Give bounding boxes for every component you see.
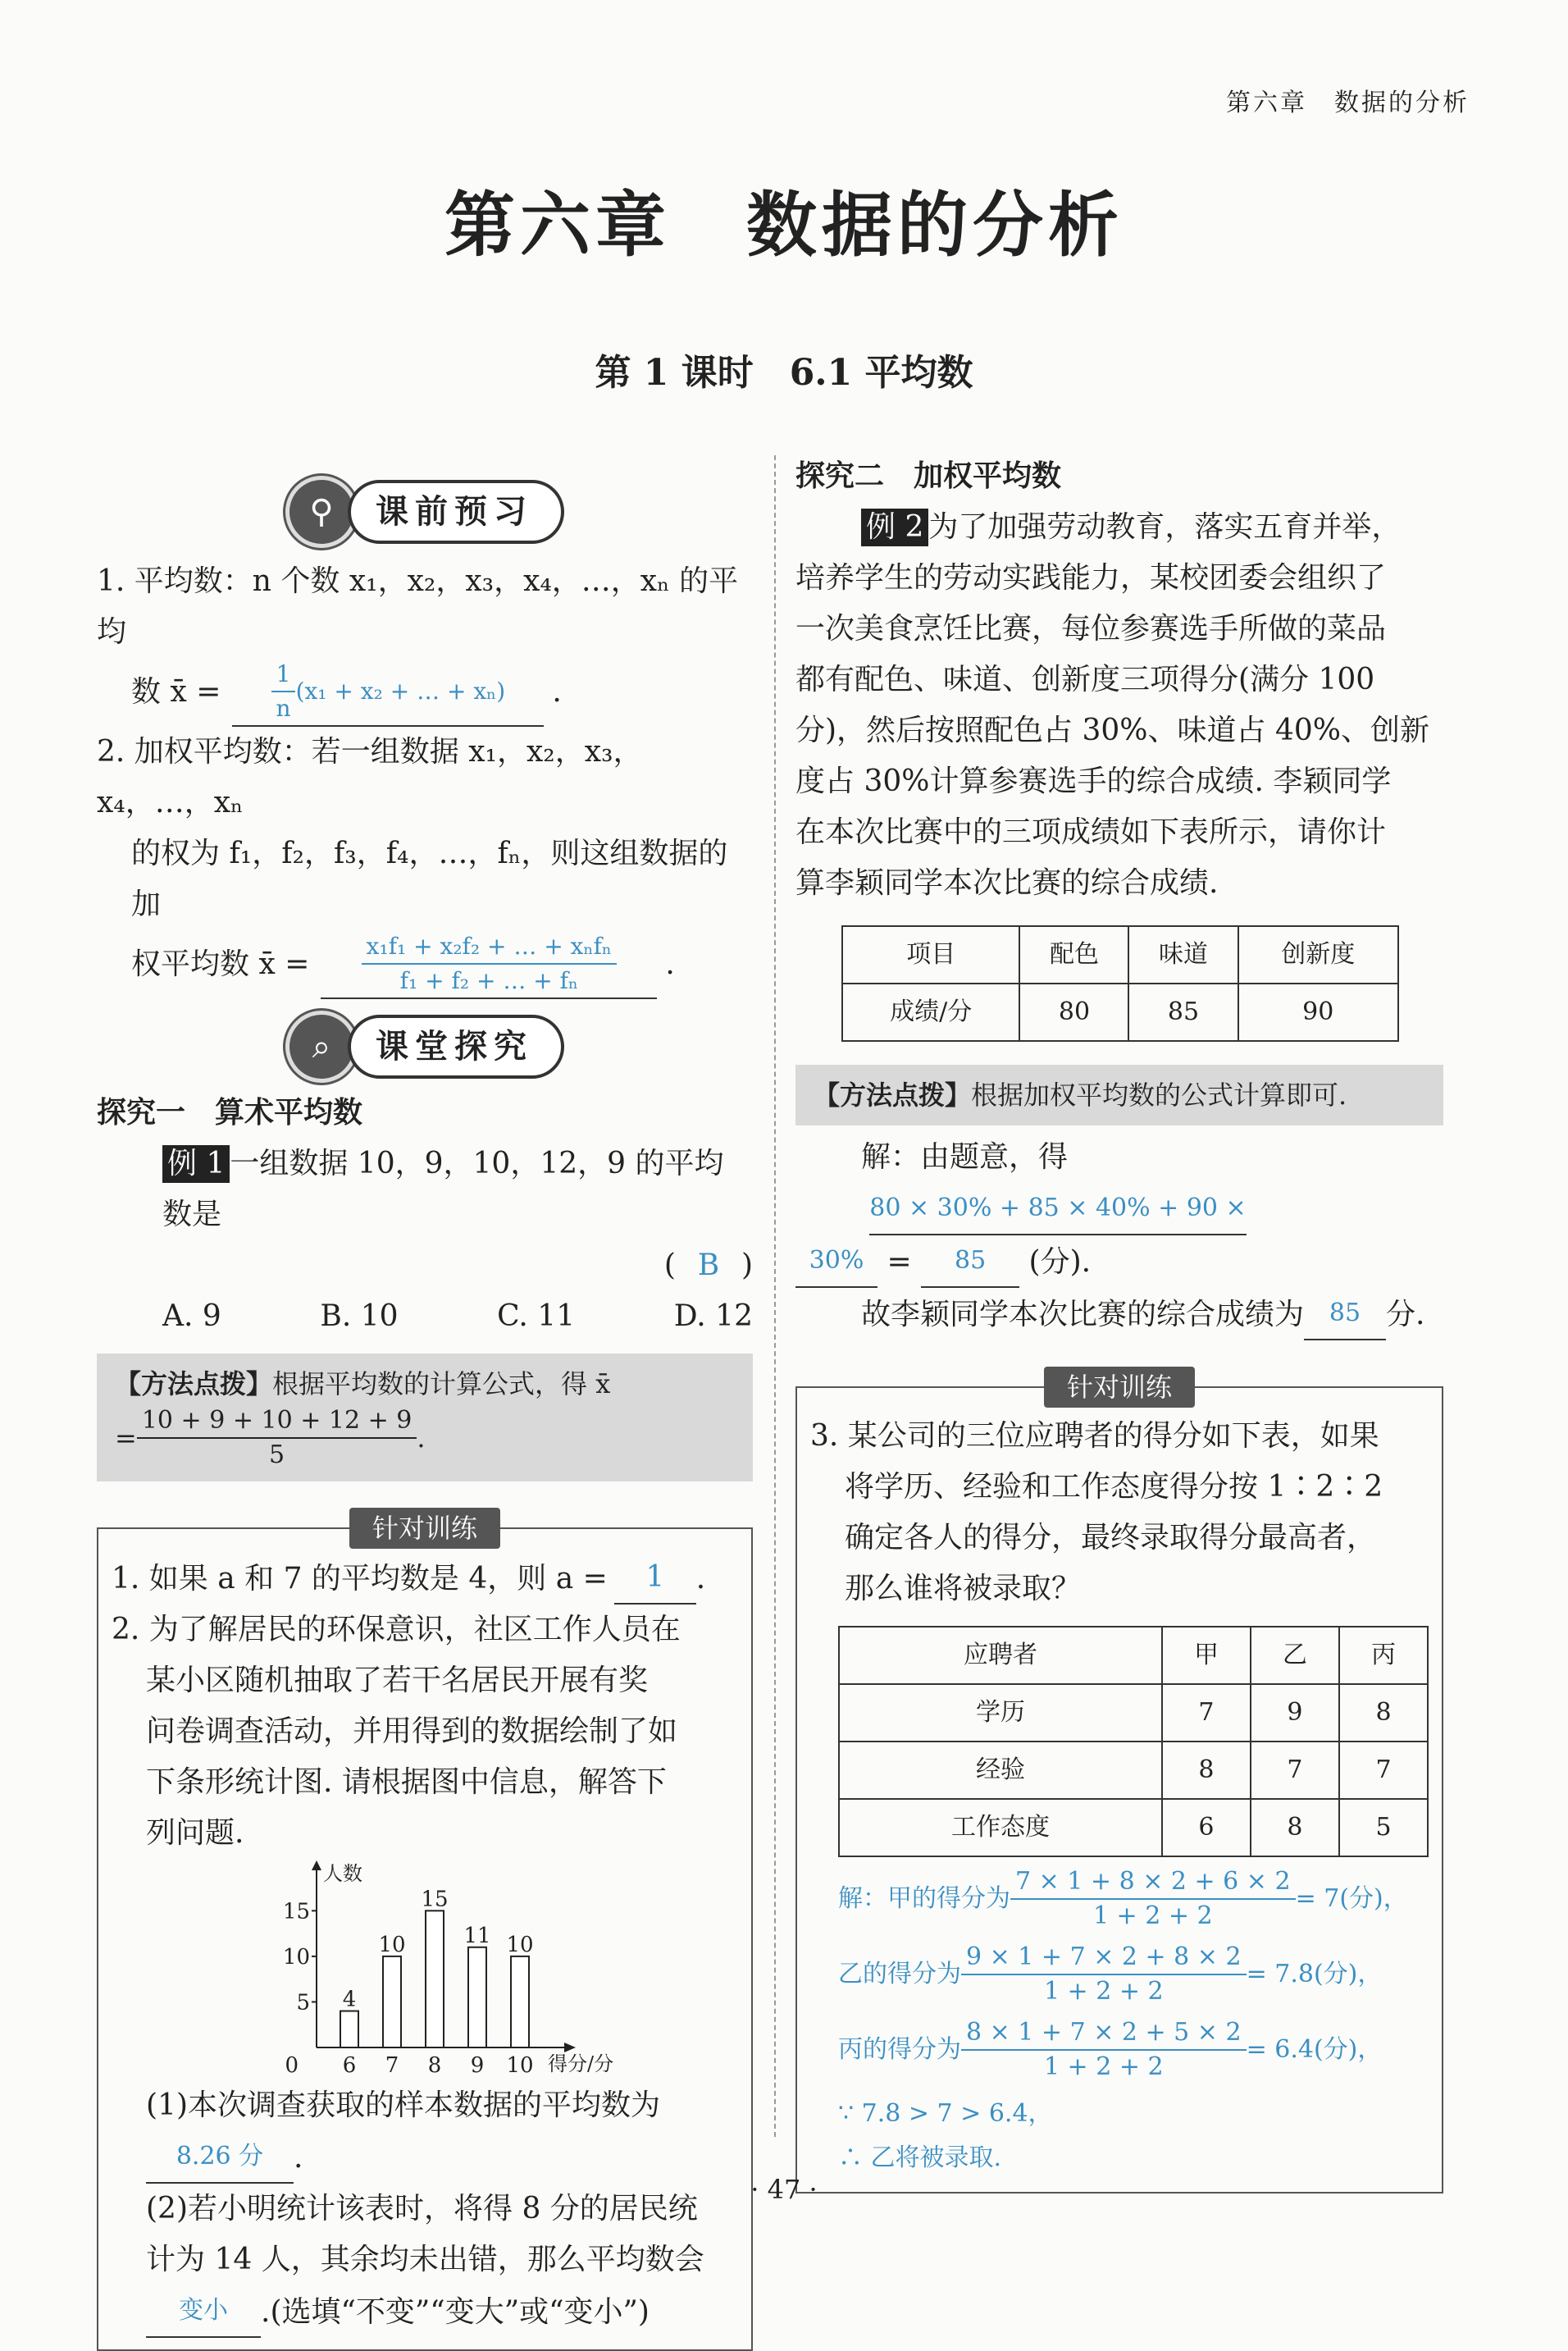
training-q2-sub1-answer: 8.26 分 [146, 2131, 294, 2184]
example1-answer-line: ( B ) [97, 1240, 753, 1291]
x-axis-label: 得分/分 [548, 2052, 614, 2075]
x-tick-label: 7 [385, 2053, 399, 2078]
training-box-2 [795, 1372, 1443, 2194]
example1-stem [97, 1139, 753, 1240]
training-q1-text: 1. 如果 a 和 7 的平均数是 4，则 a = [112, 1562, 608, 1595]
training-q2-line4: 下条形统计图. 请根据图中信息，解答下 [146, 1765, 667, 1799]
example2-conclusion [795, 1288, 1443, 1340]
example2-line5: 分)，然后按照配色占 30%、味道占 40%、创新 [795, 714, 1429, 747]
explore2-title: 探究二 加权平均数 [795, 459, 1062, 493]
option-a: A. 9 [162, 1299, 221, 1333]
q2-answer-den: f₁ + f₂ + … + fₙ [399, 967, 579, 994]
bar-9 [468, 1947, 486, 2047]
solution-answer-2: 30% [795, 1235, 877, 1288]
table-cell: 8 [1339, 1684, 1428, 1742]
chapter-title: 第六章 数据的分析 [444, 185, 1124, 267]
table-cell: 7 [1339, 1742, 1428, 1799]
q1-answer-rest: (x₁ + x₂ + … + xₙ) [295, 678, 506, 705]
conclusion-unit: 分. [1386, 1298, 1425, 1331]
bar-value-label: 10 [378, 1932, 406, 1957]
example1-text: 一组数据 10，9，10，12，9 的平均数是 [162, 1147, 724, 1231]
solution-unit: (分). [1028, 1245, 1092, 1279]
table-cell: 应聘者 [839, 1627, 1162, 1684]
training-q2-line5: 列问题. [146, 1816, 244, 1850]
location-pin-icon: ⚲ [285, 476, 358, 548]
method-tip-2 [795, 1065, 1443, 1125]
table-cell: 7 [1251, 1742, 1339, 1799]
method-tip-1-den: 5 [269, 1440, 285, 1469]
table-row [842, 984, 1398, 1041]
table-row [839, 1799, 1428, 1856]
training-box-1-title: 针对训练 [349, 1508, 500, 1549]
example2-solution-line2 [795, 1235, 1443, 1288]
table-cell: 8 [1251, 1799, 1339, 1856]
x-tick-label: 9 [470, 2053, 485, 2078]
table-cell: 8 [1162, 1742, 1251, 1799]
q1-answer-den: n [276, 695, 291, 722]
example2-line4: 都有配色、味道、创新度三项得分(满分 100 [795, 663, 1375, 696]
table-cell: 成绩/分 [842, 984, 1019, 1041]
table-cell: 80 [1019, 984, 1128, 1041]
solution-jia-den: 1 + 2 + 2 [1092, 1901, 1213, 1930]
training-q3-line2: 将学历、经验和工作态度得分按 1∶2∶2 [845, 1470, 1383, 1504]
option-d: D. 12 [673, 1299, 753, 1333]
q1-answer-num: 1 [271, 658, 296, 692]
solution-answer-3: 85 [921, 1235, 1019, 1288]
right-column [795, 451, 1443, 2194]
training-q1: 1. 如果 a 和 7 的平均数是 4，则 a = 1 . [112, 1552, 738, 1605]
example1-options [97, 1291, 753, 1342]
training-q1-answer: 1 [614, 1552, 696, 1605]
training-q3-line3: 确定各人的得分，最终录取得分最高者， [845, 1521, 1377, 1554]
bar-value-label: 15 [421, 1887, 449, 1912]
example2-solution-line1 [795, 1132, 1443, 1235]
preview-banner-label: 课前预习 [348, 480, 564, 544]
solution-jia-post: = 7(分)， [1295, 1884, 1408, 1913]
x-tick-label: 8 [427, 2053, 442, 2078]
table-row [842, 926, 1398, 984]
solution-answer-1: 80 × 30% + 85 × 40% + 90 × [869, 1183, 1247, 1235]
training-q3-solution [810, 1865, 1429, 2180]
solution-jia-num: 7 × 1 + 8 × 2 + 6 × 2 [1010, 1865, 1296, 1900]
method-tip-1-text: 根据平均数的计算公式，得 x̄ [272, 1368, 611, 1399]
running-header: 第六章 数据的分析 [1226, 89, 1470, 117]
training-q2-line3: 问卷调查活动，并用得到的数据绘制了如 [146, 1714, 678, 1748]
table-row [839, 1684, 1428, 1742]
table-cell: 7 [1162, 1684, 1251, 1742]
y-axis-arrow [312, 1860, 321, 1870]
method-tip-1-num: 10 + 9 + 10 + 12 + 9 [137, 1404, 417, 1439]
example1-answer: B [697, 1249, 720, 1282]
q2-answer-num: x₁f₁ + x₂f₂ + … + xₙfₙ [362, 930, 617, 965]
table-cell: 味道 [1128, 926, 1238, 984]
origin-label: 0 [285, 2053, 299, 2078]
y-tick-label: 15 [282, 1899, 310, 1924]
y-tick-label: 10 [282, 1944, 310, 1970]
bar-value-label: 10 [506, 1932, 534, 1957]
table-row [839, 1627, 1428, 1684]
training-q3-line1: 3. 某公司的三位应聘者的得分如下表，如果 [810, 1419, 1379, 1453]
preview-banner [285, 476, 753, 548]
training-q2-line1: 2. 为了解居民的环保意识，社区工作人员在 [112, 1613, 681, 1646]
lesson-title: 第 1 课时 6.1 平均数 [595, 352, 973, 394]
solution-bing-num: 8 × 1 + 7 × 2 + 5 × 2 [961, 2016, 1247, 2051]
method-tip-1-label: 【方法点拨】 [115, 1368, 273, 1399]
training-q2-sub1-answer-line: 8.26 分 . [112, 2131, 738, 2184]
classroom-banner-label: 课堂探究 [348, 1015, 564, 1079]
training-q2-sub2-tail: .(选填“不变”“变大”或“变小”) [261, 2295, 650, 2329]
training-box-1 [97, 1513, 753, 2351]
magnifier-icon: ⌕ [285, 1011, 358, 1083]
score-bar-chart [267, 1859, 645, 2080]
solution-jia [838, 1865, 1429, 1933]
table-cell: 9 [1251, 1684, 1339, 1742]
table-cell: 85 [1128, 984, 1238, 1041]
table-cell: 6 [1162, 1799, 1251, 1856]
table-cell: 工作态度 [839, 1799, 1162, 1856]
bar-10 [511, 1956, 529, 2047]
solution-conclusion: ∴ 乙将被录取. [838, 2143, 1002, 2172]
example2-line6: 度占 30%计算参赛选手的综合成绩. 李颖同学 [795, 765, 1392, 798]
training-q2-sub1: (1)本次调查获取的样本数据的平均数为 [146, 2089, 660, 2122]
table-cell: 学历 [839, 1684, 1162, 1742]
bar-value-label: 11 [463, 1923, 491, 1948]
conclusion-text: 故李颖同学本次比赛的综合成绩为 [861, 1298, 1305, 1331]
preview-q2-line1: 2. 加权平均数：若一组数据 x₁，x₂，x₃，x₄，…，xₙ [97, 735, 643, 819]
example2-tag: 例 2 [861, 509, 928, 546]
example2-text-1: 为了加强劳动教育，落实五育并举， [928, 510, 1402, 544]
method-tip-1: 【方法点拨】根据平均数的计算公式，得 x̄ = $\frac{10 + 9 + 10 + 12 + 9}{5}$ . [97, 1354, 753, 1481]
preview-q2-label: 权平均数 x̄ = [131, 947, 310, 981]
training-q3-line4: 那么谁将被录取？ [845, 1572, 1082, 1605]
example2-line7: 在本次比赛中的三项成绩如下表所示，请你计 [795, 815, 1387, 849]
table-cell: 甲 [1162, 1627, 1251, 1684]
training-q2-sub2-line2: 计为 14 人，其余均未出错，那么平均数会 [146, 2243, 704, 2276]
solution-jia-pre: 解：甲的得分为 [838, 1884, 1010, 1913]
preview-q1-label: 数 x̄ = [131, 675, 221, 709]
bar-8 [426, 1910, 444, 2047]
table-cell: 乙 [1251, 1627, 1339, 1684]
conclusion-answer: 85 [1304, 1288, 1386, 1340]
x-tick-label: 6 [342, 2053, 357, 2078]
bar-value-label: 4 [342, 1987, 357, 2012]
table-cell: 配色 [1019, 926, 1128, 984]
applicant-score-table [838, 1626, 1429, 1857]
example2-line2: 培养学生的劳动实践能力，某校团委会组织了 [795, 561, 1387, 595]
preview-q1-line1: 1. 平均数：n 个数 x₁，x₂，x₃，x₄，…，xₙ 的平均 [97, 564, 739, 649]
preview-q2-line2: 的权为 f₁，f₂，f₃，f₄，…，fₙ，则这组数据的加 [131, 837, 728, 921]
training-q2-line2: 某小区随机抽取了若干名居民开展有奖 [146, 1664, 649, 1697]
method-tip-2-label: 【方法点拨】 [814, 1080, 972, 1111]
preview-q2-answer [321, 930, 657, 999]
page-number: · 47 · [750, 2174, 818, 2205]
option-c: C. 11 [497, 1299, 576, 1333]
table-cell: 5 [1339, 1799, 1428, 1856]
classroom-banner [285, 1011, 753, 1083]
table-cell: 经验 [839, 1742, 1162, 1799]
solution-bing-pre: 丙的得分为 [838, 2035, 961, 2064]
solution-lead: 解：由题意，得 [861, 1140, 1069, 1174]
preview-q1-line2: 数 x̄ = $\frac{1}{n}$ (x₁ + x₂ + … + xₙ) . [97, 658, 753, 727]
training-box-2-title: 针对训练 [1044, 1367, 1195, 1408]
solution-bing-den: 1 + 2 + 2 [1043, 2052, 1164, 2081]
y-axis-label: 人数 [323, 1862, 362, 1885]
example1-tag: 例 1 [162, 1145, 230, 1183]
solution-yi-num: 9 × 1 + 7 × 2 + 8 × 2 [961, 1941, 1247, 1975]
x-axis-arrow [564, 2043, 576, 2052]
solution-compare: ∵ 7.8 > 7 > 6.4， [838, 2099, 1053, 2128]
left-column [97, 476, 753, 2351]
table-cell: 创新度 [1238, 926, 1398, 984]
x-tick-label: 10 [506, 2053, 534, 2078]
table-row [839, 1742, 1428, 1799]
training-q2-sub2-line3 [112, 2285, 738, 2338]
y-tick-label: 5 [296, 1990, 310, 2015]
training-q2-sub2-answer: 变小 [146, 2285, 261, 2338]
explore1-title: 探究一 算术平均数 [97, 1096, 363, 1130]
solution-yi [838, 1941, 1429, 2008]
example2-line1 [795, 502, 1443, 553]
bar-7 [383, 1956, 401, 2047]
training-q2-sub2-line1: (2)若小明统计该表时，将得 8 分的居民统 [146, 2192, 698, 2225]
preview-q2-line3: 权平均数 x̄ = $\frac{\text{x₁f₁ + x₂f₂ + … + xₙfₙ}}{\text{f₁ + f₂ + … + fₙ}}$ . [97, 930, 753, 999]
solution-yi-pre: 乙的得分为 [838, 1960, 961, 1988]
solution-yi-post: = 7.8(分)， [1246, 1960, 1383, 1988]
example2-score-table [841, 925, 1399, 1042]
table-cell: 90 [1238, 984, 1398, 1041]
solution-equals: = [887, 1245, 912, 1279]
example2-line3: 一次美食烹饪比赛，每位参赛选手所做的菜品 [795, 612, 1387, 646]
option-b: B. 10 [320, 1299, 399, 1333]
table-cell: 项目 [842, 926, 1019, 984]
solution-bing [838, 2016, 1429, 2084]
preview-q1-answer [232, 658, 544, 727]
example2-line8: 算李颖同学本次比赛的综合成绩. [795, 866, 1219, 900]
bar-6 [340, 2011, 358, 2047]
solution-bing-post: = 6.4(分)， [1246, 2035, 1383, 2064]
method-tip-2-text: 根据加权平均数的公式计算即可. [971, 1080, 1347, 1111]
solution-yi-den: 1 + 2 + 2 [1043, 1977, 1164, 2006]
table-cell: 丙 [1339, 1627, 1428, 1684]
column-divider [774, 455, 776, 2137]
